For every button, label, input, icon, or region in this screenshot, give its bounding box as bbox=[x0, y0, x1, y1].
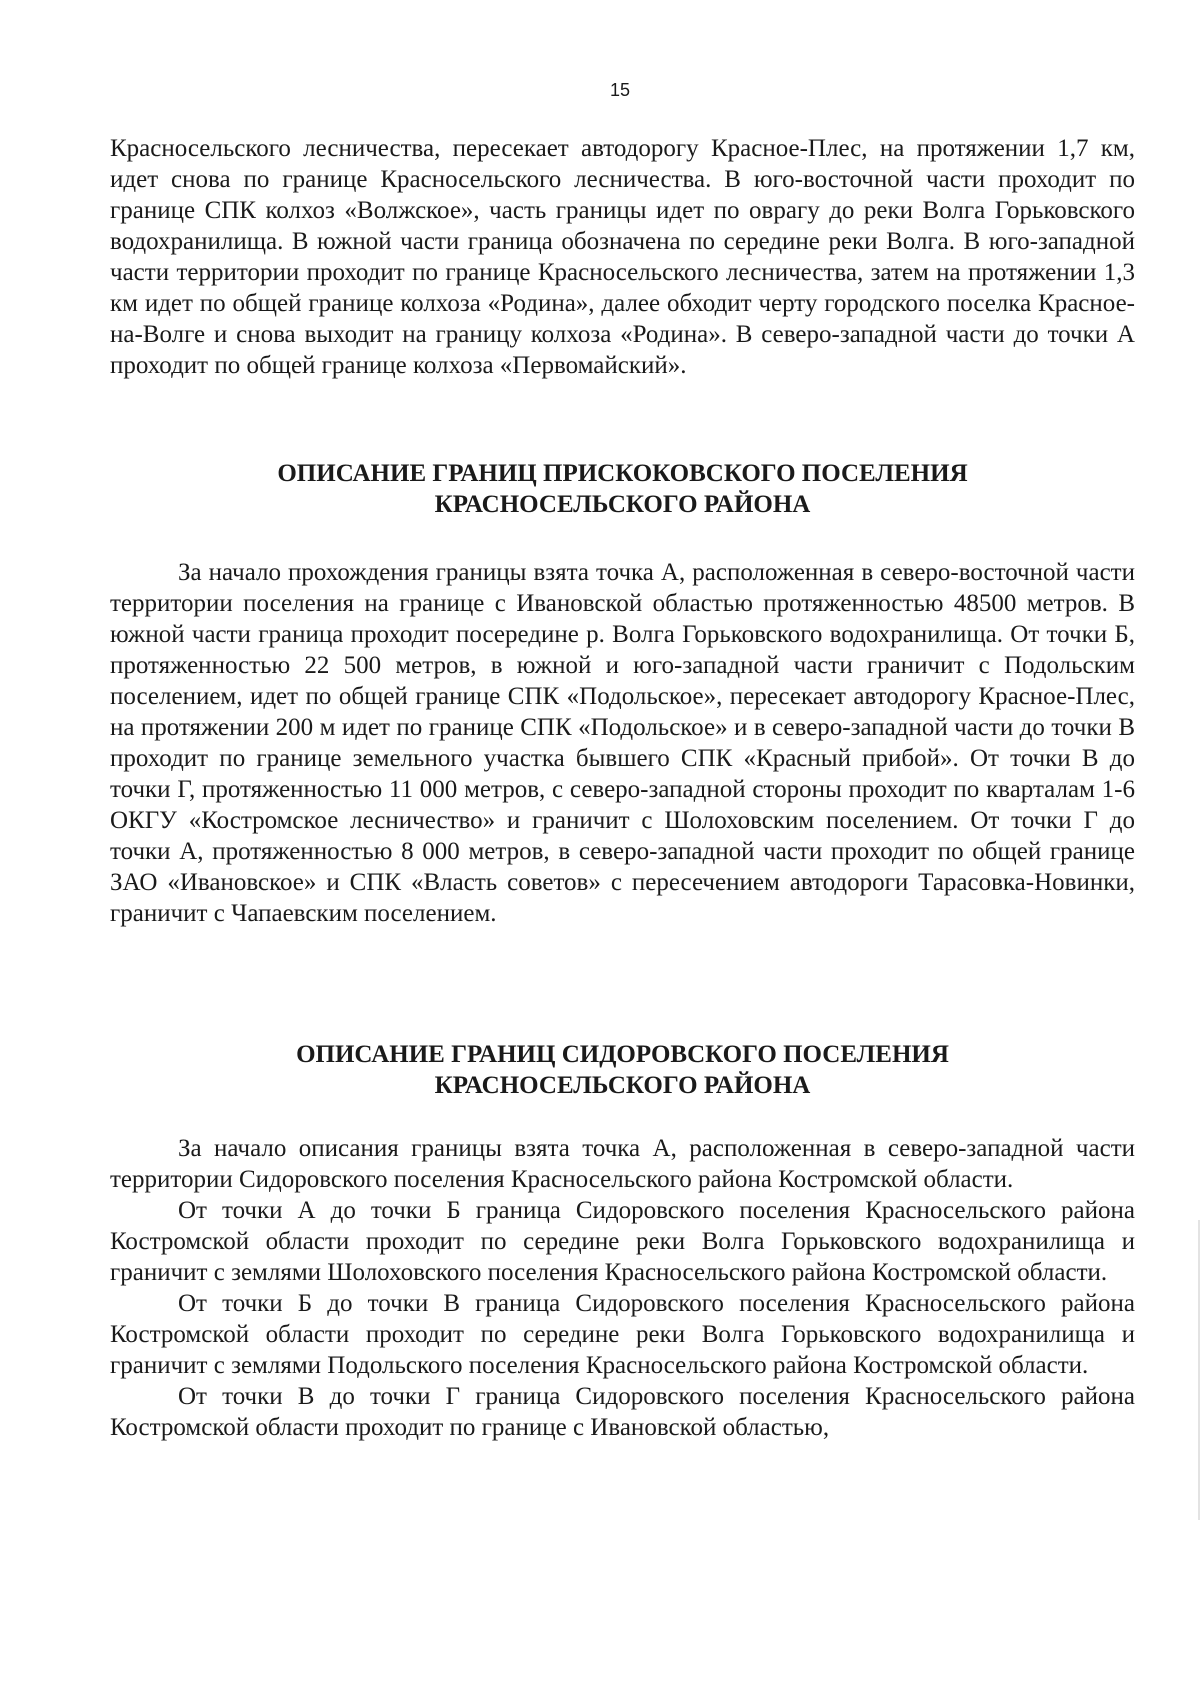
priskokovskoe-heading-line1: ОПИСАНИЕ ГРАНИЦ ПРИСКОКОВСКОГО ПОСЕЛЕНИЯ bbox=[277, 460, 968, 487]
sidorovskoe-paragraph-4: От точки В до точки Г граница Сидоровского поселения Красносельского района Костромской области проходит по границе с Ивановской областью, bbox=[110, 1383, 1135, 1441]
priskokovskoe-paragraph: За начало прохождения границы взята точка А, расположенная в северо-восточной части территории поселения на границе с Ивановской областью протяженностью 48500 метров. В южной части граница проходит посередине р. Волга Горьковского водохранилища. От точки Б, протяженностью 22 500 метров, в южной и юго-западной части граничит с Подольским поселением, идет по общей границе СПК «Подольское», пересекает автодорогу Красное-Плес, на протяжении 200 м идет по границе СПК «Подольское» и в северо-западной части до точки В проходит по границе земельного участка бывшего СПК «Красный прибой». От точки В до точки Г, протяженностью 11 000 метров, с северо-западной стороны проходит по кварталам 1-6 ОКГУ «Костромское лесничество» и граничит с Шолоховским поселением. От точки Г до точки А, протяженностью 8 000 метров, в северо-западной части проходит по общей границе ЗАО «Ивановское» и СПК «Власть советов» с пересечением автодороги Тарасовка-Новинки, граничит с Чапаевским поселением. bbox=[110, 559, 1135, 927]
sidorovskoe-heading-line1: ОПИСАНИЕ ГРАНИЦ СИДОРОВСКОГО ПОСЕЛЕНИЯ bbox=[296, 1041, 949, 1068]
sidorovskoe-heading-line2: КРАСНОСЕЛЬСКОГО РАЙОНА bbox=[434, 1072, 811, 1099]
sidorovskoe-heading bbox=[110, 1039, 1135, 1101]
priskokovskoe-heading bbox=[110, 458, 1135, 520]
sidorovskoe-paragraph-3: От точки Б до точки В граница Сидоровского поселения Красносельского района Костромской области проходит по середине реки Волга Горьковского водохранилища и граничит с землями Подольского поселения Красносельского района Костромской области. bbox=[110, 1290, 1135, 1379]
intro-paragraph: Красносельского лесничества, пересекает автодорогу Красное-Плес, на протяжении 1,7 км, идет снова по границе Красносельского лесничества. В юго-восточной части проходит по границе СПК колхоз «Волжское», часть границы идет по оврагу до реки Волга Горьковского водохранилища. В южной части граница обозначена по середине реки Волга. В юго-западной части территории проходит по границе Красносельского лесничества, затем на протяжении 1,3 км идет по общей границе колхоза «Родина», далее обходит черту городского поселка Красное-на-Волге и снова выходит на границу колхоза «Родина». В северо-западной части до точки А проходит по общей границе колхоза «Первомайский». bbox=[110, 135, 1135, 379]
page-number: 15 bbox=[609, 80, 631, 100]
sidorovskoe-section bbox=[110, 1133, 1135, 1443]
intro-section bbox=[110, 133, 1135, 381]
sidorovskoe-paragraph-1: За начало описания границы взята точка А, расположенная в северо-западной части территории Сидоровского поселения Красносельского района Костромской области. bbox=[110, 1135, 1135, 1193]
priskokovskoe-section bbox=[110, 557, 1135, 929]
priskokovskoe-heading-line2: КРАСНОСЕЛЬСКОГО РАЙОНА bbox=[434, 491, 811, 518]
sidorovskoe-paragraph-2: От точки А до точки Б граница Сидоровского поселения Красносельского района Костромской области проходит по середине реки Волга Горьковского водохранилища и граничит с землями Шолоховского поселения Красносельского района Костромской области. bbox=[110, 1197, 1135, 1286]
